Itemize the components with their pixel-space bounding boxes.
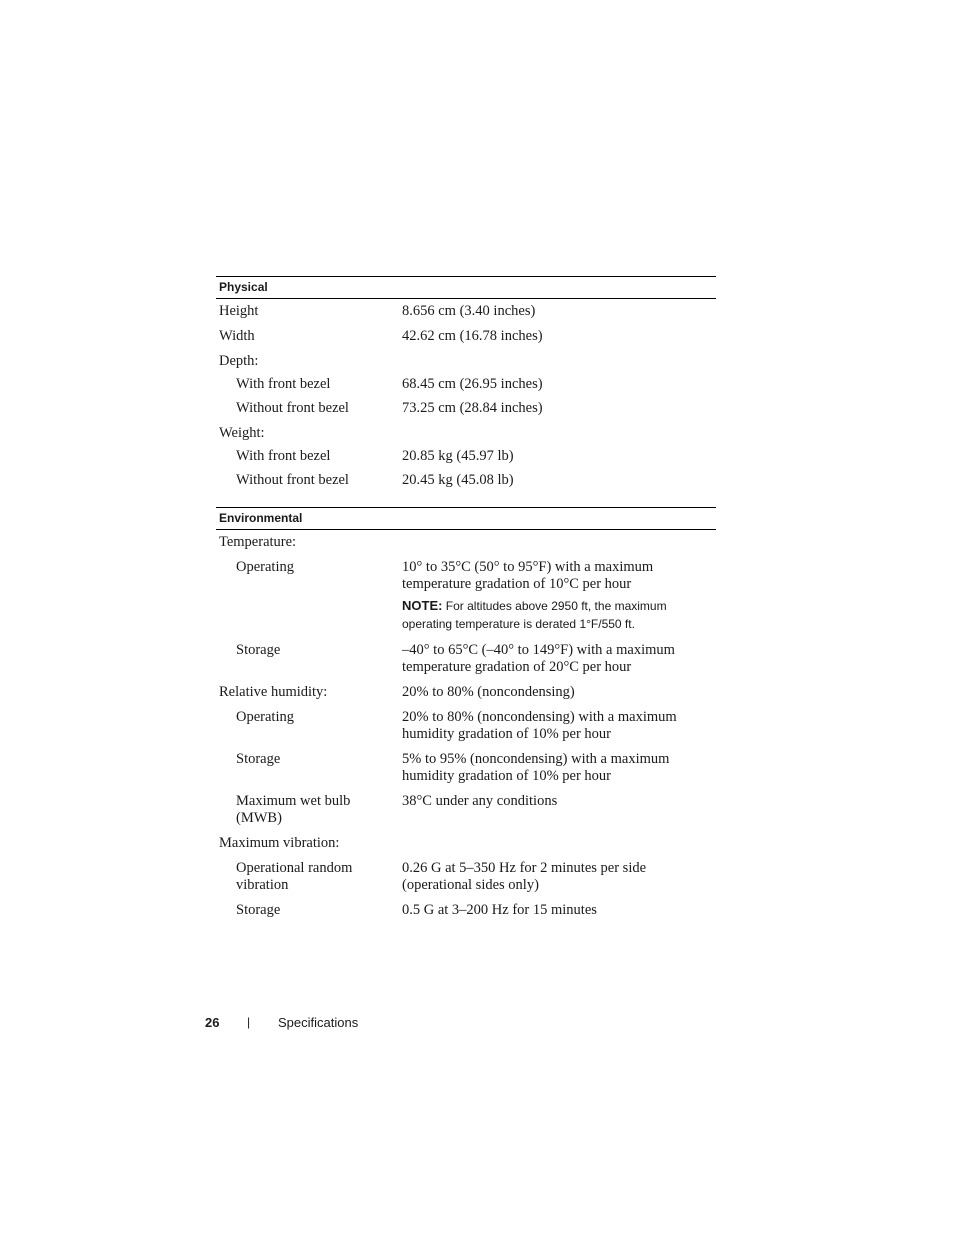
- physical-heading: Physical: [216, 276, 716, 299]
- row-value: 38°C under any conditions: [402, 793, 558, 809]
- row-value: 68.45 cm (26.95 inches): [402, 376, 543, 392]
- row-label: Maximum wet bulb (MWB): [236, 793, 351, 826]
- row-label: Operational random vibration: [236, 860, 353, 893]
- page-number: 26: [205, 1015, 220, 1030]
- note-keyword: NOTE:: [402, 598, 443, 613]
- row-value: 20.45 kg (45.08 lb): [402, 472, 514, 488]
- row-label: Maximum vibration:: [219, 835, 340, 851]
- row-value: –40° to 65°C (–40° to 149°F) with a maximum temperature gradation of 20°C per hour: [402, 642, 675, 675]
- environmental-heading: Environmental: [216, 507, 716, 530]
- row-value: 8.656 cm (3.40 inches): [402, 303, 536, 319]
- row-label: With front bezel: [236, 376, 331, 392]
- row-label: Operating: [236, 709, 294, 725]
- row-value: 20.85 kg (45.97 lb): [402, 448, 514, 464]
- row-label: With front bezel: [236, 448, 331, 464]
- row-value: 5% to 95% (noncondensing) with a maximum humidity gradation of 10% per hour: [402, 751, 670, 784]
- row-label: Operating: [236, 559, 294, 575]
- row-value: 20% to 80% (noncondensing): [402, 684, 575, 700]
- row-label: Storage: [236, 751, 281, 767]
- row-label: Storage: [236, 642, 281, 658]
- note-callout: [402, 597, 702, 633]
- row-value: 20% to 80% (noncondensing) with a maximum humidity gradation of 10% per hour: [402, 709, 677, 742]
- row-value: 0.26 G at 5–350 Hz for 2 minutes per side (operational sides only): [402, 860, 647, 893]
- row-value: 42.62 cm (16.78 inches): [402, 328, 543, 344]
- row-value: 10° to 35°C (50° to 95°F) with a maximum temperature gradation of 10°C per hour: [402, 559, 654, 592]
- footer-separator: |: [247, 1015, 251, 1029]
- footer-title: Specifications: [278, 1015, 359, 1030]
- row-label: Weight:: [219, 425, 265, 441]
- environmental-table: [216, 507, 716, 937]
- row-value: 0.5 G at 3–200 Hz for 15 minutes: [402, 902, 597, 918]
- row-label: Storage: [236, 902, 281, 918]
- row-label: Without front bezel: [236, 472, 349, 488]
- row-label: Without front bezel: [236, 400, 349, 416]
- row-label: Width: [219, 328, 255, 344]
- row-label: Relative humidity:: [219, 684, 328, 700]
- row-label: Temperature:: [219, 534, 297, 550]
- note-text: For altitudes above 2950 ft, the maximum operating temperature is derated 1°F/550 ft.: [402, 599, 667, 631]
- row-label: Height: [219, 303, 259, 319]
- row-value: 73.25 cm (28.84 inches): [402, 400, 543, 416]
- row-label: Depth:: [219, 353, 259, 369]
- physical-table: [216, 276, 716, 496]
